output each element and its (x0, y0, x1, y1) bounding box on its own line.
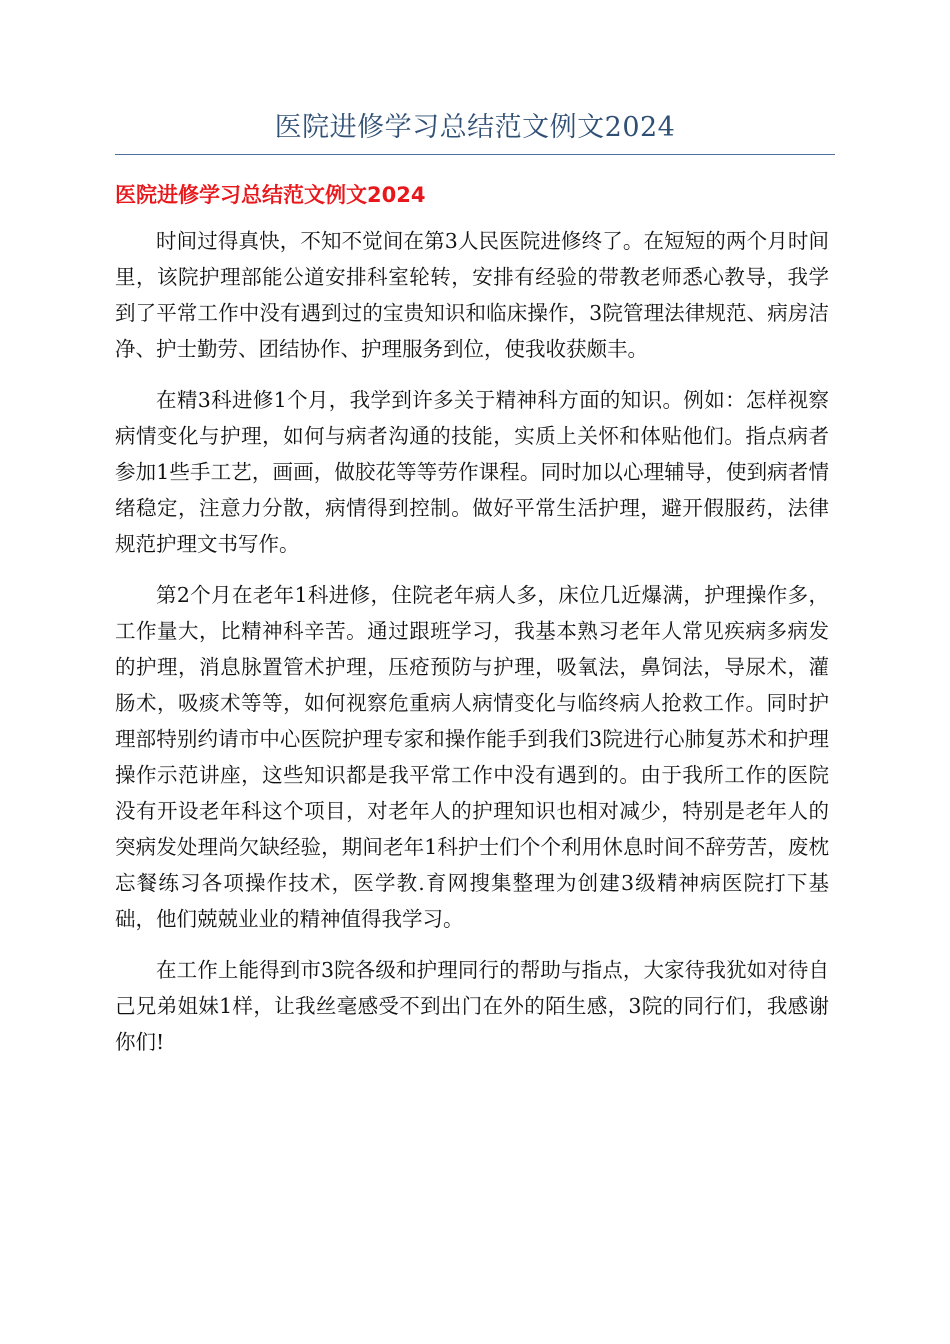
section-heading: 医院进修学习总结范文例文2024 (115, 183, 426, 207)
body-paragraph-3: 第2个月在老年1科进修，住院老年病人多，床位几近爆满，护理操作多，工作量大，比精神科辛苦。通过跟班学习，我基本熟习老年人常见疾病多病发的护理，消息脉置管术护理，压疮预防与护理，吸氧法，鼻饲法，导尿术，灌肠术，吸痰术等等，如何视察危重病人病情变化与临终病人抢救工作。同时护理部特别约请市中心医院护理专家和操作能手到我们3院进行心肺复苏术和护理操作示范讲座，这些知识都是我平常工作中没有遇到的。由于我所工作的医院没有开设老年科这个项目，对老年人的护理知识也相对减少，特别是老年人的突病发处理尚欠缺经验，期间老年1科护士们个个利用休息时间不辞劳苦，废枕忘餐练习各项操作技术，医学教.育网搜集整理为创建3级精神病医院打下基础，他们兢兢业业的精神值得我学习。 (115, 583, 829, 931)
title-underline-rule (115, 154, 835, 155)
document-body (115, 223, 829, 1075)
document-title: 医院进修学习总结范文例文2024 (274, 112, 676, 143)
body-paragraph-4: 在工作上能得到市3院各级和护理同行的帮助与指点，大家待我犹如对待自己兄弟姐妹1样，让我丝毫感受不到出门在外的陌生感，3院的同行们，我感谢你们! (115, 958, 829, 1054)
body-paragraph-2: 在精3科进修1个月，我学到许多关于精神科方面的知识。例如：怎样视察病情变化与护理，如何与病者沟通的技能，实质上关怀和体贴他们。指点病者参加1些手工艺，画画，做胶花等等劳作课程。同时加以心理辅导，使到病者情绪稳定，注意力分散，病情得到控制。做好平常生活护理，避开假服药，法律规范护理文书写作。 (115, 388, 829, 556)
body-paragraph-1: 时间过得真快，不知不觉间在第3人民医院进修终了。在短短的两个月时间里，该院护理部能公道安排科室轮转，安排有经验的带教老师悉心教导，我学到了平常工作中没有遇到过的宝贵知识和临床操作，3院管理法律规范、病房洁净、护士勤劳、团结协作、护理服务到位，使我收获颇丰。 (115, 229, 829, 361)
